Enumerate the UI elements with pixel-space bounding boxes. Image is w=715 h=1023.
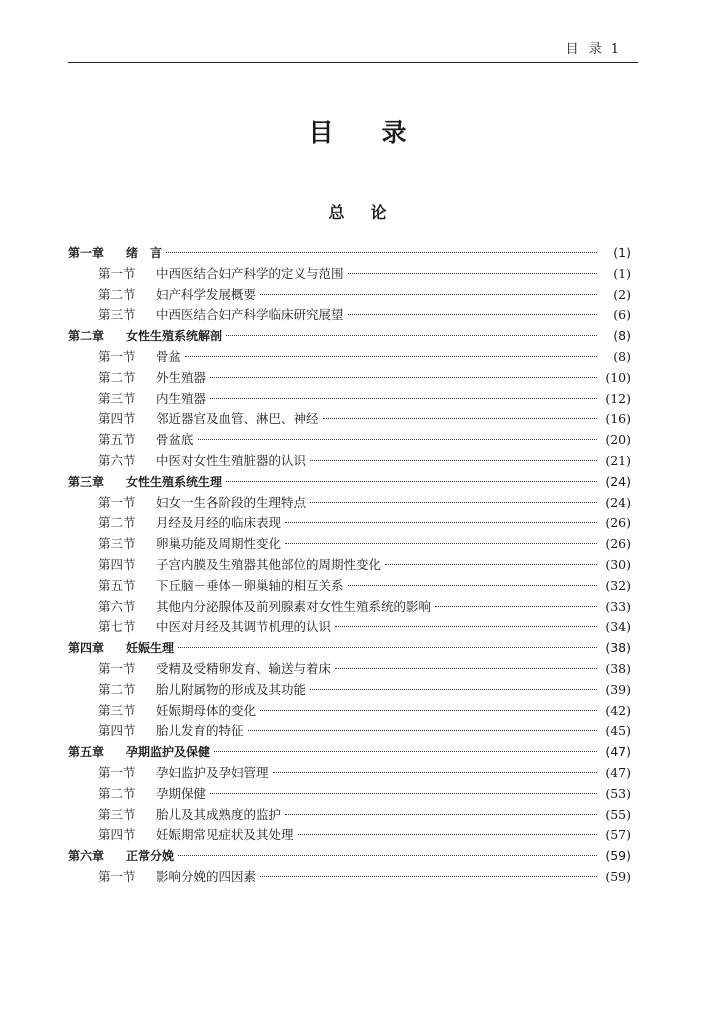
toc-section-entry[interactable]	[68, 763, 631, 784]
dot-leader	[298, 834, 597, 835]
toc-section-entry[interactable]	[68, 867, 631, 888]
toc-entry-title: 胎儿发育的特征	[156, 723, 244, 739]
toc-section-entry[interactable]	[68, 721, 631, 742]
toc-entry-number: 第五节	[98, 432, 136, 448]
toc-entry-number: 第四章	[68, 641, 105, 656]
toc-chapter-entry[interactable]	[68, 742, 631, 763]
toc-entry-number: 第三章	[68, 474, 105, 489]
dot-leader	[285, 522, 597, 523]
toc-entry-page: (38)	[605, 640, 631, 656]
toc-entry-number: 第四节	[98, 827, 136, 843]
toc-section-entry[interactable]	[68, 576, 631, 597]
toc-entry-title: 女性生殖系统解剖	[126, 329, 223, 344]
toc-entry-number: 第一节	[98, 660, 136, 676]
toc-entry-title: 月经及月经的临床表现	[156, 515, 282, 531]
toc-entry-page: (21)	[605, 452, 631, 468]
toc-entry-page: (55)	[605, 806, 631, 822]
dot-leader	[385, 564, 597, 565]
toc-entry-title: 中西医结合妇产科学的定义与范围	[156, 265, 344, 281]
toc-entry-number: 第五章	[68, 745, 105, 760]
toc-section-entry[interactable]	[68, 430, 631, 451]
toc-section-entry[interactable]	[68, 493, 631, 514]
toc-section-entry[interactable]	[68, 805, 631, 826]
toc-entry-page: (59)	[605, 868, 631, 884]
toc-entry-page: (1)	[613, 265, 631, 281]
dot-leader	[166, 252, 597, 253]
toc-section-entry[interactable]	[68, 409, 631, 430]
toc-entry-number: 第二章	[68, 329, 105, 344]
header-rule	[68, 62, 638, 63]
toc-entry-title: 子宫内膜及生殖器其他部位的周期性变化	[156, 556, 382, 572]
toc-entry-title: 孕期保健	[156, 785, 207, 801]
toc-section-entry[interactable]	[68, 701, 631, 722]
toc-entry-title: 中西医结合妇产科学临床研究展望	[156, 307, 344, 323]
dot-leader	[348, 585, 597, 586]
toc-entry-title: 外生殖器	[156, 369, 207, 385]
toc-entry-number: 第一节	[98, 494, 136, 510]
toc-chapter-entry[interactable]	[68, 326, 631, 347]
toc-entry-number: 第三节	[98, 536, 136, 552]
toc-entry-title: 孕期监护及保健	[126, 745, 211, 760]
toc-entry-page: (24)	[605, 473, 631, 489]
toc-entry-page: (8)	[613, 348, 631, 364]
toc-entry-number: 第二节	[98, 515, 136, 531]
toc-entry-title: 卵巢功能及周期性变化	[156, 536, 282, 552]
toc-chapter-entry[interactable]	[68, 472, 631, 493]
toc-entry-number: 第四节	[98, 411, 136, 427]
toc-entry-title: 女性生殖系统生理	[126, 474, 223, 489]
running-head	[566, 38, 619, 57]
toc-entry-page: (1)	[613, 245, 631, 260]
toc-entry-number: 第五节	[98, 577, 136, 593]
toc-entry-number: 第四节	[98, 723, 136, 739]
toc-entry-title: 绪 言	[126, 246, 163, 260]
toc-entry-page: (42)	[605, 702, 631, 718]
section-title: 总论	[328, 203, 413, 222]
dot-leader	[214, 751, 597, 752]
toc-entry-title: 中医对女性生殖脏器的认识	[156, 452, 307, 468]
toc-section-entry[interactable]	[68, 597, 631, 618]
toc-section-entry[interactable]	[68, 305, 631, 326]
toc-entry-title: 骨盆	[156, 348, 182, 364]
toc-entry-page: (34)	[605, 619, 631, 635]
toc-entry-page: (38)	[605, 660, 631, 676]
toc-entry-page: (24)	[605, 494, 631, 510]
toc-entry-number: 第六节	[98, 452, 136, 468]
toc-entry-number: 第二节	[98, 785, 136, 801]
toc-entry-title: 内生殖器	[156, 390, 207, 406]
dot-leader	[226, 481, 597, 482]
toc-section-entry[interactable]	[68, 555, 631, 576]
toc-chapter-entry[interactable]	[68, 846, 631, 867]
dot-leader	[335, 626, 597, 627]
dot-leader	[210, 377, 597, 378]
toc-entry-page: (59)	[605, 848, 631, 864]
toc-entry-page: (39)	[605, 681, 631, 697]
toc-section-entry[interactable]	[68, 389, 631, 410]
toc-entry-number: 第三节	[98, 307, 136, 323]
toc-entry-title: 胎儿附属物的形成及其功能	[156, 681, 307, 697]
toc-entry-title: 中医对月经及其调节机理的认识	[156, 619, 332, 635]
toc-entry-number: 第二节	[98, 286, 136, 302]
toc-section-entry[interactable]	[68, 513, 631, 534]
toc-entry-number: 第一节	[98, 868, 136, 884]
dot-leader	[310, 689, 597, 690]
toc-entry-number: 第一节	[98, 265, 136, 281]
dot-leader	[323, 418, 597, 419]
dot-leader	[260, 876, 597, 877]
dot-leader	[210, 398, 597, 399]
toc-chapter-entry[interactable]	[68, 638, 631, 659]
toc-entry-number: 第四节	[98, 556, 136, 572]
toc-entry-page: (8)	[613, 328, 631, 344]
toc-entry-number: 第六章	[68, 849, 105, 864]
toc-entry-number: 第一节	[98, 348, 136, 364]
dot-leader	[310, 460, 597, 461]
toc-entry-number: 第三节	[98, 806, 136, 822]
toc-entry-number: 第七节	[98, 619, 136, 635]
dot-leader	[198, 439, 597, 440]
dot-leader	[248, 730, 597, 731]
toc-entry-title: 正常分娩	[126, 849, 175, 864]
dot-leader	[348, 273, 597, 274]
dot-leader	[285, 543, 597, 544]
toc-entry-page: (47)	[605, 764, 631, 780]
toc-entry-number: 第一章	[68, 246, 105, 260]
toc-entry-page: (26)	[605, 536, 631, 552]
toc-entry-number: 第一节	[98, 764, 136, 780]
page-title: 目录	[308, 118, 455, 147]
toc-entry-page: (26)	[605, 515, 631, 531]
toc-entry-title: 妇产科学发展概要	[156, 286, 257, 302]
toc-section-entry[interactable]	[68, 285, 631, 306]
toc-entry-number: 第二节	[98, 369, 136, 385]
toc-entry-page: (2)	[613, 286, 631, 302]
toc-entry-page: (10)	[605, 369, 631, 385]
running-title: 目 录	[565, 42, 605, 57]
dot-leader	[348, 314, 597, 315]
toc-section-entry[interactable]	[68, 534, 631, 555]
toc-entry-page: (6)	[613, 307, 631, 323]
toc-entry-title: 其他内分泌腺体及前列腺素对女性生殖系统的影响	[156, 598, 432, 614]
dot-leader	[310, 502, 597, 503]
toc-entry-title: 邻近器官及血管、淋巴、神经	[156, 411, 319, 427]
toc-entry-number: 第六节	[98, 598, 136, 614]
toc-entry-number: 第三节	[98, 390, 136, 406]
dot-leader	[226, 335, 597, 336]
dot-leader	[178, 647, 597, 648]
dot-leader	[435, 606, 597, 607]
toc-entry-title: 妊娠期母体的变化	[156, 702, 257, 718]
toc-section-entry[interactable]	[68, 784, 631, 805]
toc-chapter-entry[interactable]	[68, 243, 631, 264]
dot-leader	[335, 668, 597, 669]
toc-entry-number: 第二节	[98, 681, 136, 697]
toc-entry-page: (57)	[605, 827, 631, 843]
toc-entry-page: (30)	[605, 556, 631, 572]
toc-entry-title: 骨盆底	[156, 432, 194, 448]
dot-leader	[273, 772, 597, 773]
toc-entry-page: (32)	[605, 577, 631, 593]
toc-entry-title: 妊娠生理	[126, 641, 175, 656]
dot-leader	[178, 855, 597, 856]
toc-section-entry[interactable]	[68, 264, 631, 285]
dot-leader	[260, 710, 597, 711]
dot-leader	[210, 793, 597, 794]
toc-entry-page: (20)	[605, 432, 631, 448]
toc-section-entry[interactable]	[68, 617, 631, 638]
toc-section-entry[interactable]	[68, 347, 631, 368]
toc-entry-number: 第三节	[98, 702, 136, 718]
toc-entry-title: 影响分娩的四因素	[156, 868, 257, 884]
toc-entry-title: 妊娠期常见症状及其处理	[156, 827, 294, 843]
toc-entry-page: (33)	[605, 598, 631, 614]
toc-section-entry[interactable]	[68, 659, 631, 680]
dot-leader	[285, 814, 597, 815]
toc-entry-page: (16)	[605, 411, 631, 427]
running-page-number: 1	[610, 42, 619, 57]
toc-section-entry[interactable]	[68, 825, 631, 846]
toc-entry-title: 胎儿及其成熟度的监护	[156, 806, 282, 822]
table-of-contents	[68, 243, 631, 888]
dot-leader	[185, 356, 597, 357]
toc-entry-title: 妇女一生各阶段的生理特点	[156, 494, 307, 510]
toc-entry-page: (12)	[605, 390, 631, 406]
toc-entry-page: (45)	[605, 723, 631, 739]
toc-entry-page: (53)	[605, 785, 631, 801]
toc-section-entry[interactable]	[68, 680, 631, 701]
toc-section-entry[interactable]	[68, 451, 631, 472]
toc-entry-page: (47)	[605, 744, 631, 760]
toc-entry-title: 下丘脑－垂体－卵巢轴的相互关系	[156, 577, 344, 593]
toc-entry-title: 孕妇监护及孕妇管理	[156, 764, 269, 780]
toc-entry-title: 受精及受精卵发育、输送与着床	[156, 660, 332, 676]
toc-section-entry[interactable]	[68, 368, 631, 389]
dot-leader	[260, 294, 597, 295]
